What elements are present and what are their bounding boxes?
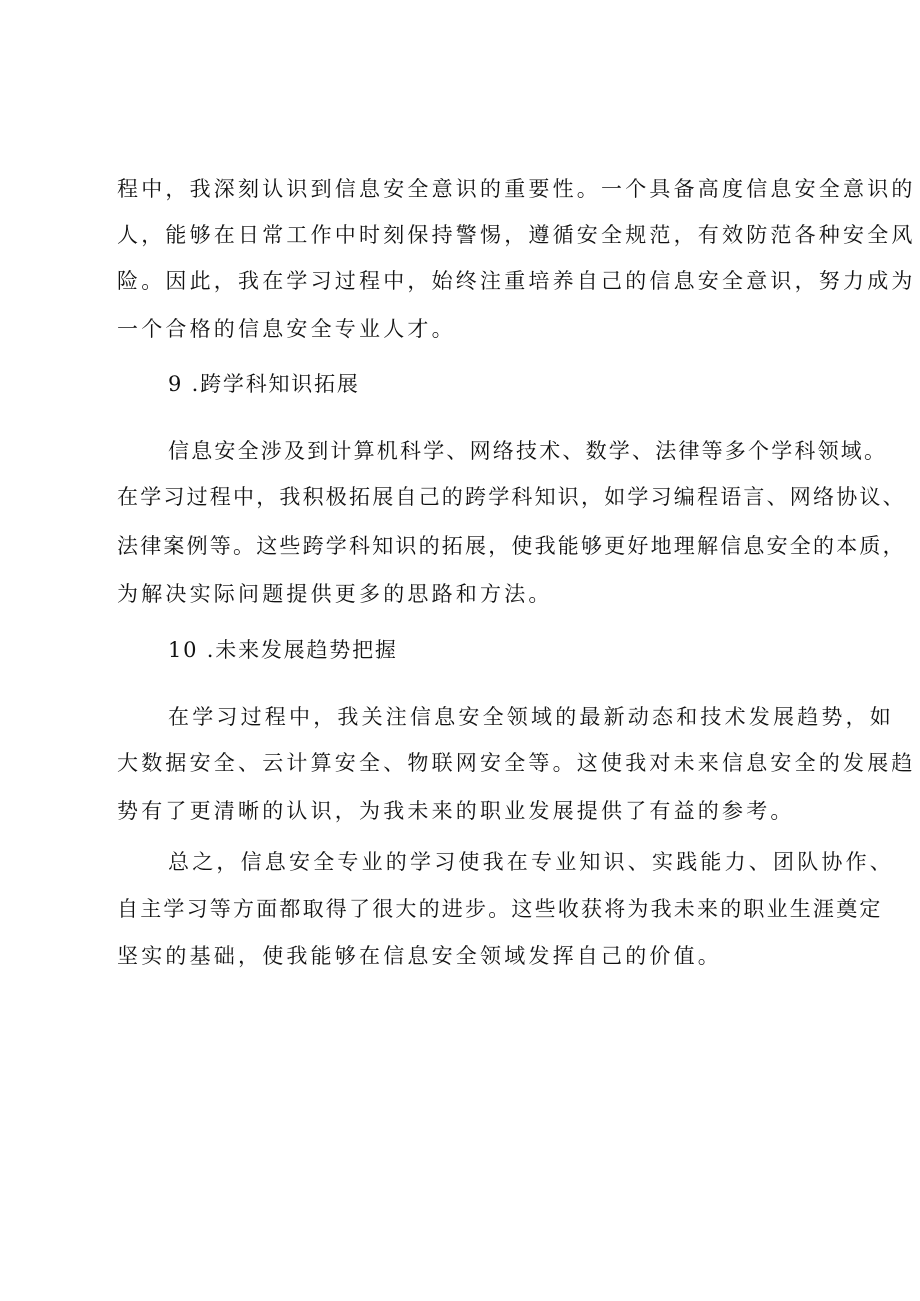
paragraph-line: 法律案例等。这些跨学科知识的拓展，使我能够更好地理解信息安全的本质， [117,534,906,558]
section-heading-9: 9 .跨学科知识拓展 [168,372,360,396]
paragraph-line: 人，能够在日常工作中时刻保持警惕，遵循安全规范，有效防范各种安全风 [117,223,916,247]
paragraph-line: 在学习过程中，我关注信息安全领域的最新动态和技术发展趋势，如 [168,705,894,729]
section-heading-10: 10 .未来发展趋势把握 [168,638,398,662]
paragraph-line: 大数据安全、云计算安全、物联网安全等。这使我对未来信息安全的发展趋 [117,751,916,775]
paragraph-line: 自主学习等方面都取得了很大的进步。这些收获将为我未来的职业生涯奠定 [117,897,883,921]
paragraph-line: 信息安全涉及到计算机科学、网络技术、数学、法律等多个学科领域。 [168,439,888,463]
paragraph-line: 势有了更清晰的认识，为我未来的职业发展提供了有益的参考。 [117,799,795,823]
paragraph-line: 为解决实际问题提供更多的思路和方法。 [117,582,553,606]
paragraph-line: 险。因此，我在学习过程中，始终注重培养自己的信息安全意识，努力成为 [117,269,916,293]
paragraph-line: 坚实的基础，使我能够在信息安全领域发挥自己的价值。 [117,944,722,968]
paragraph-line: 程中，我深刻认识到信息安全意识的重要性。一个具备高度信息安全意识的 [117,177,916,201]
paragraph-line: 在学习过程中，我积极拓展自己的跨学科知识，如学习编程语言、网络协议、 [117,485,906,509]
paragraph-line: 总之，信息安全专业的学习使我在专业知识、实践能力、团队协作、 [168,850,894,874]
paragraph-line: 一个合格的信息安全专业人才。 [117,317,456,341]
